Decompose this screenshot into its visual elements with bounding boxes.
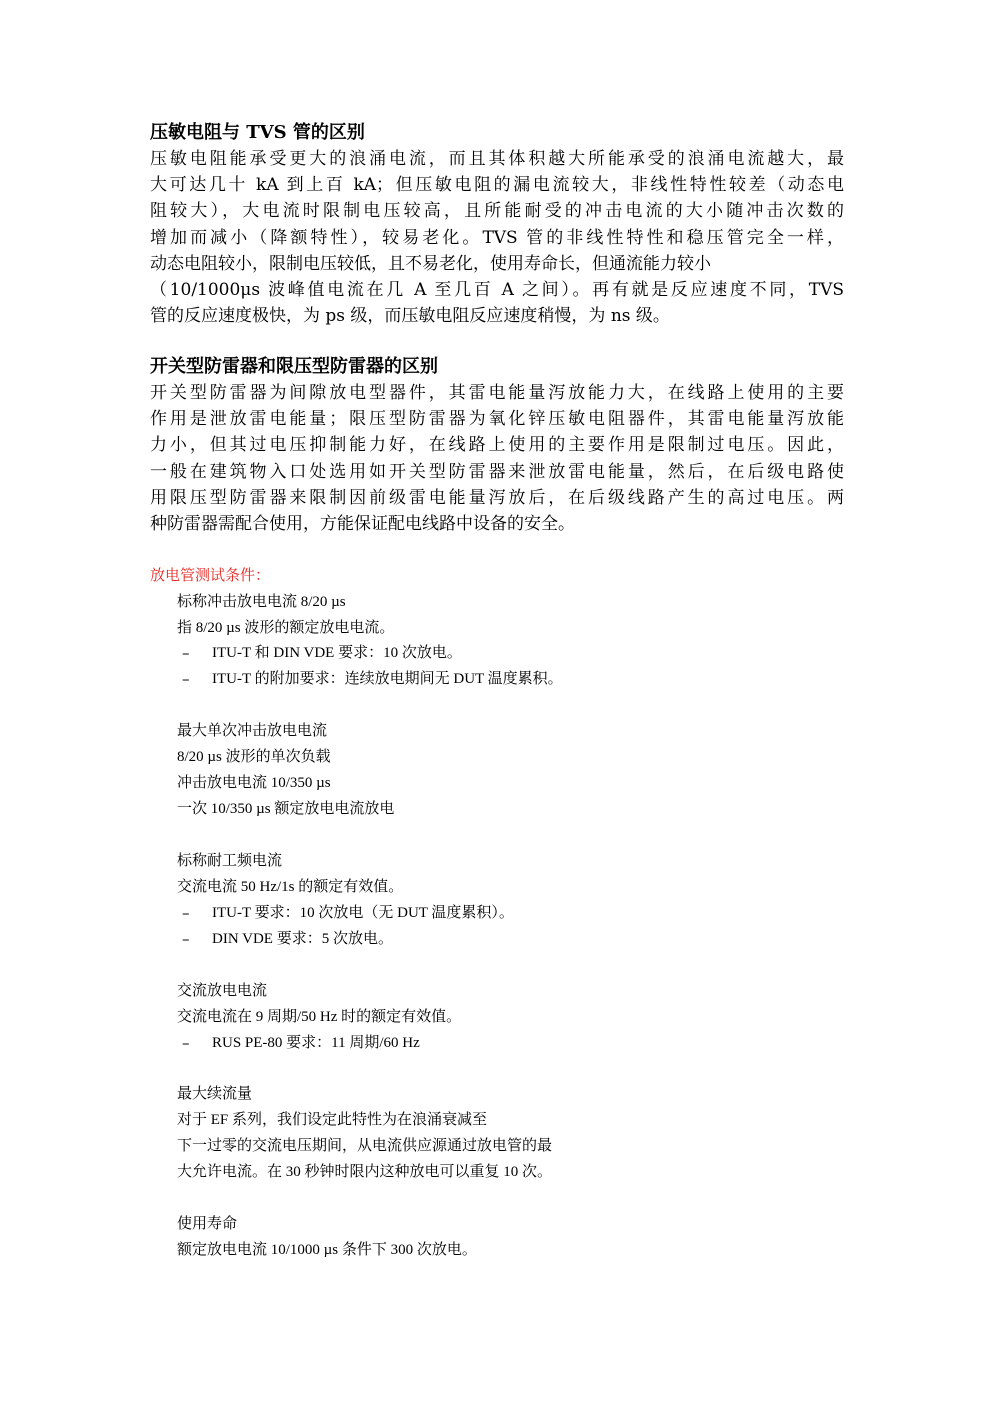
test-item-line: 对于 EF 系列，我们设定此特性为在浪涌衰减至 xyxy=(177,1112,488,1128)
section-heading: 开关型防雷器和限压型防雷器的区别 xyxy=(150,356,438,377)
test-conditions-title: 放电管测试条件： xyxy=(150,566,271,584)
test-item-line: 标称耐工频电流 xyxy=(177,853,283,869)
bullet-dash: – xyxy=(182,930,190,948)
test-bullet-line: ITU-T 和 DIN VDE 要求：10 次放电。 xyxy=(212,645,462,661)
test-bullet-line: DIN VDE 要求：5 次放电。 xyxy=(212,931,393,947)
section-paragraph xyxy=(150,146,844,329)
paragraph-line: 力小，但其过电压抑制能力好，在线路上使用的主要作用是限制过电压。因此， xyxy=(150,435,844,456)
section-paragraph xyxy=(150,380,844,537)
paragraph-line: 开关型防雷器为间隙放电型器件，其雷电能量泻放能力大，在线路上使用的主要 xyxy=(150,383,844,403)
section-heading: 压敏电阻与 TVS 管的区别 xyxy=(150,122,365,143)
section-surge-protector xyxy=(150,354,844,537)
paragraph-line: 用限压型防雷器来限制因前级雷电能量泻放后，在后级线路产生的高过电压。两 xyxy=(150,487,844,508)
test-item-line: 大允许电流。在 30 秒钟时限内这种放电可以重复 10 次。 xyxy=(177,1164,553,1180)
paragraph-line: 一般在建筑物入口处选用如开关型防雷器来泄放雷电能量，然后，在后级电路使 xyxy=(150,461,844,482)
test-item-line: 交流电流在 9 周期/50 Hz 时的额定有效值。 xyxy=(177,1009,462,1025)
bullet-dash: – xyxy=(182,1034,190,1052)
test-item-line: 交流电流 50 Hz/1s 的额定有效值。 xyxy=(177,879,404,895)
bullet-dash: – xyxy=(182,644,190,662)
paragraph-line: （10/1000μs 波峰值电流在几 A 至几百 A 之间）。再有就是反应速度不同，TVS xyxy=(150,280,844,301)
test-item-line: 交流放电电流 xyxy=(177,983,268,999)
test-item-line: 最大续流量 xyxy=(177,1086,253,1102)
paragraph-line: 增加而减小（降额特性），较易老化。TVS 管的非线性特性和稳压管完全一样， xyxy=(150,227,844,248)
test-bullet-line: RUS PE-80 要求：11 周期/60 Hz xyxy=(212,1035,420,1051)
test-bullet-line: ITU-T 的附加要求：连续放电期间无 DUT 温度累积。 xyxy=(212,671,563,687)
paragraph-line: 压敏电阻能承受更大的浪涌电流，而且其体积越大所能承受的浪涌电流越大，最 xyxy=(150,149,844,169)
test-item-line: 8/20 µs 波形的单次负载 xyxy=(177,749,331,765)
paragraph-line: 管的反应速度极快，为 ps 级，而压敏电阻反应速度稍慢，为 ns 级。 xyxy=(150,306,670,327)
test-item-line: 下一过零的交流电压期间，从电流供应源通过放电管的最 xyxy=(177,1138,553,1154)
test-item-line: 一次 10/350 µs 额定放电电流放电 xyxy=(177,801,395,817)
test-bullet-line: ITU-T 要求：10 次放电（无 DUT 温度累积）。 xyxy=(212,905,514,921)
test-item-line: 指 8/20 µs 波形的额定放电电流。 xyxy=(177,620,395,636)
paragraph-line: 作用是泄放雷电能量；限压型防雷器为氧化锌压敏电阻器件，其雷电能量泻放能 xyxy=(150,409,844,430)
test-item-line: 标称冲击放电电流 8/20 µs xyxy=(177,594,346,610)
test-item-line: 最大单次冲击放电电流 xyxy=(177,723,328,739)
test-item-line: 冲击放电电流 10/350 µs xyxy=(177,775,331,791)
paragraph-line: 种防雷器需配合使用，方能保证配电线路中设备的安全。 xyxy=(150,514,575,535)
section-tvs-varistor xyxy=(150,120,844,329)
bullet-dash: – xyxy=(182,904,190,922)
paragraph-line: 大可达几十 kA 到上百 kA；但压敏电阻的漏电流较大，非线性特性较差（动态电 xyxy=(150,175,844,196)
bullet-dash: – xyxy=(182,670,190,688)
paragraph-line: 动态电阻较小，限制电压较低，且不易老化，使用寿命长，但通流能力较小 xyxy=(150,253,711,274)
test-item-line: 使用寿命 xyxy=(177,1216,238,1232)
test-item-line: 额定放电电流 10/1000 µs 条件下 300 次放电。 xyxy=(177,1242,477,1258)
paragraph-line: 阻较大），大电流时限制电压较高，且所能耐受的冲击电流的大小随冲击次数的 xyxy=(150,201,844,222)
